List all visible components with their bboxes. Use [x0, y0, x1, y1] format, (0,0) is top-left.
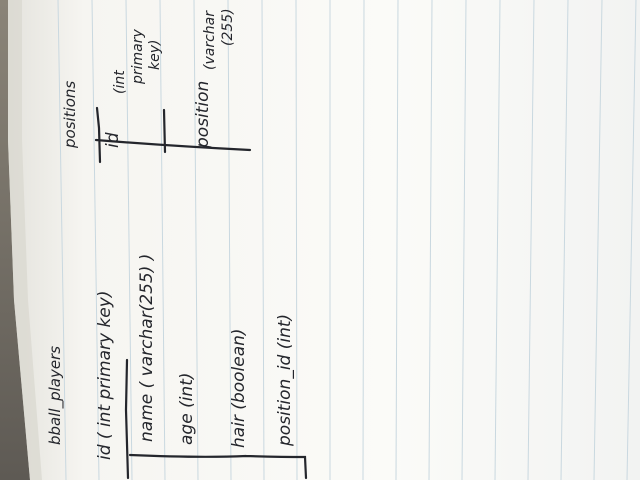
- row-position-name: position: [193, 80, 213, 148]
- table-title: positions: [61, 80, 79, 148]
- row-id-type-cont1: primary: [130, 29, 146, 84]
- row-id-type: (int: [112, 70, 128, 94]
- row-name: name ( varchar(255) ): [137, 253, 157, 442]
- row-age: age (int): [177, 372, 197, 445]
- row-id-name: id: [103, 132, 123, 148]
- row-id-type-cont2: key): [147, 39, 163, 70]
- row-position-type: (varchar: [202, 11, 218, 70]
- table-title: bball_players: [46, 345, 64, 445]
- row-position-type-cont: (255): [220, 8, 236, 46]
- row-id: id ( int primary key): [95, 290, 115, 460]
- row-position-id: position_id (int): [275, 313, 295, 446]
- row-hair: hair (boolean): [229, 328, 249, 448]
